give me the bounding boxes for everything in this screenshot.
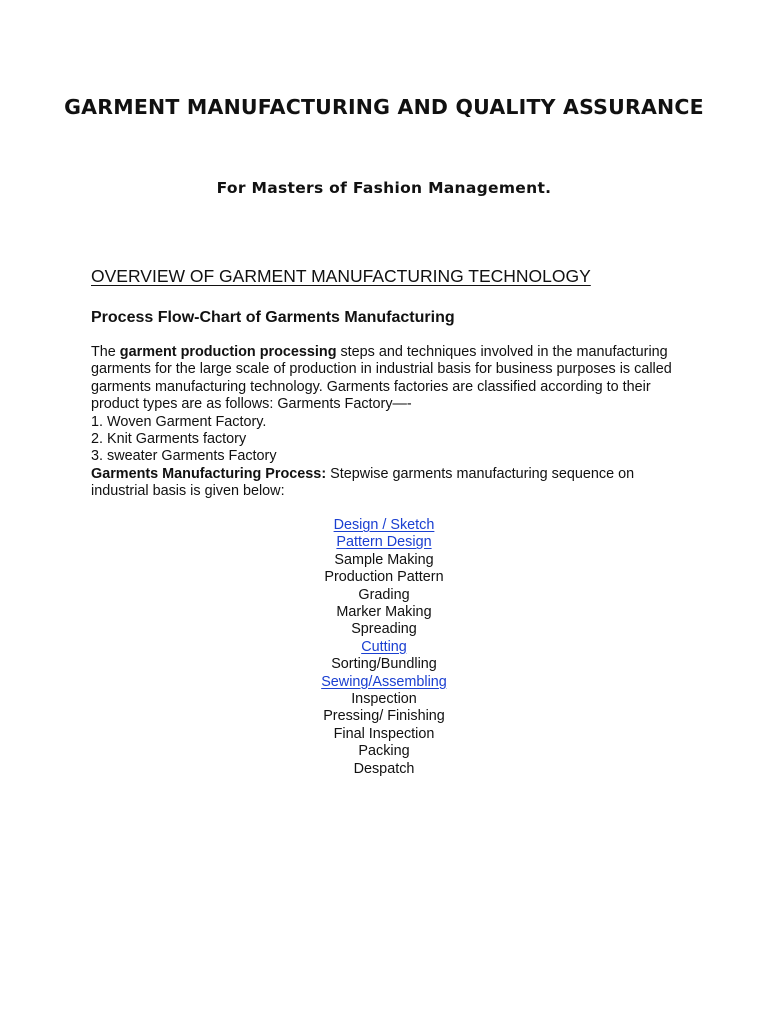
- factory-type-item: 2. Knit Garments factory: [91, 431, 247, 448]
- process-steps-list: [0, 517, 768, 778]
- process-step-label: Sample Making: [334, 551, 434, 568]
- process-step: [0, 674, 768, 691]
- process-step-label: Grading: [358, 586, 410, 603]
- process-intro-rest: Stepwise garments manufacturing sequence on industrial basis is given below:: [91, 465, 635, 500]
- body-text: [91, 344, 691, 501]
- process-step: [0, 587, 768, 604]
- intro-bold: garment production processing: [119, 344, 337, 360]
- process-step: [0, 743, 768, 760]
- process-step: [0, 604, 768, 621]
- process-step: [0, 691, 768, 708]
- factory-type-item: 1. Woven Garment Factory.: [91, 413, 267, 430]
- factory-type-item: 3. sweater Garments Factory: [91, 448, 277, 465]
- process-step: [0, 569, 768, 586]
- process-step-label: Pressing/ Finishing: [323, 708, 445, 725]
- process-step: [0, 761, 768, 778]
- process-step: [0, 708, 768, 725]
- intro-paragraph: [91, 344, 691, 414]
- process-step: [0, 639, 768, 656]
- process-step: [0, 726, 768, 743]
- process-step: [0, 621, 768, 638]
- process-step-label: Inspection: [351, 691, 417, 708]
- process-step-label: Final Inspection: [333, 725, 435, 742]
- process-step: [0, 517, 768, 534]
- process-step-label: Sorting/Bundling: [331, 656, 437, 673]
- section-heading: OVERVIEW OF GARMENT MANUFACTURING TECHNOLOGY: [91, 266, 591, 286]
- process-intro-bold: Garments Manufacturing Process:: [91, 465, 327, 482]
- process-intro-paragraph: [91, 466, 691, 501]
- subheading: Process Flow-Chart of Garments Manufacturing: [91, 309, 455, 326]
- process-step-label: Marker Making: [336, 604, 432, 621]
- process-step-link[interactable]: Design / Sketch: [333, 517, 435, 533]
- document-title-text: GARMENT MANUFACTURING AND QUALITY ASSURANCE: [64, 95, 704, 119]
- process-step: [0, 656, 768, 673]
- intro-prefix: The: [91, 344, 120, 360]
- document-title: [0, 88, 768, 126]
- process-step-link[interactable]: Cutting: [361, 638, 407, 655]
- intro-rest: steps and techniques involved in the manufacturing garments for the large scale of production in industrial basis for business purposes is called garments manufacturing technology. Garments factories are classified according to their product types are as follows: Garments Factory—-: [91, 344, 672, 413]
- process-step: [0, 552, 768, 569]
- process-step-label: Production Pattern: [324, 569, 444, 586]
- process-step-label: Packing: [358, 743, 410, 760]
- process-step-link[interactable]: Sewing/Assembling: [321, 673, 447, 690]
- process-step-label: Spreading: [351, 621, 417, 638]
- process-step: [0, 534, 768, 551]
- document-subtitle: For Masters of Fashion Management.: [216, 179, 552, 197]
- process-step-label: Despatch: [353, 760, 415, 777]
- process-step-link[interactable]: Pattern Design: [336, 534, 432, 551]
